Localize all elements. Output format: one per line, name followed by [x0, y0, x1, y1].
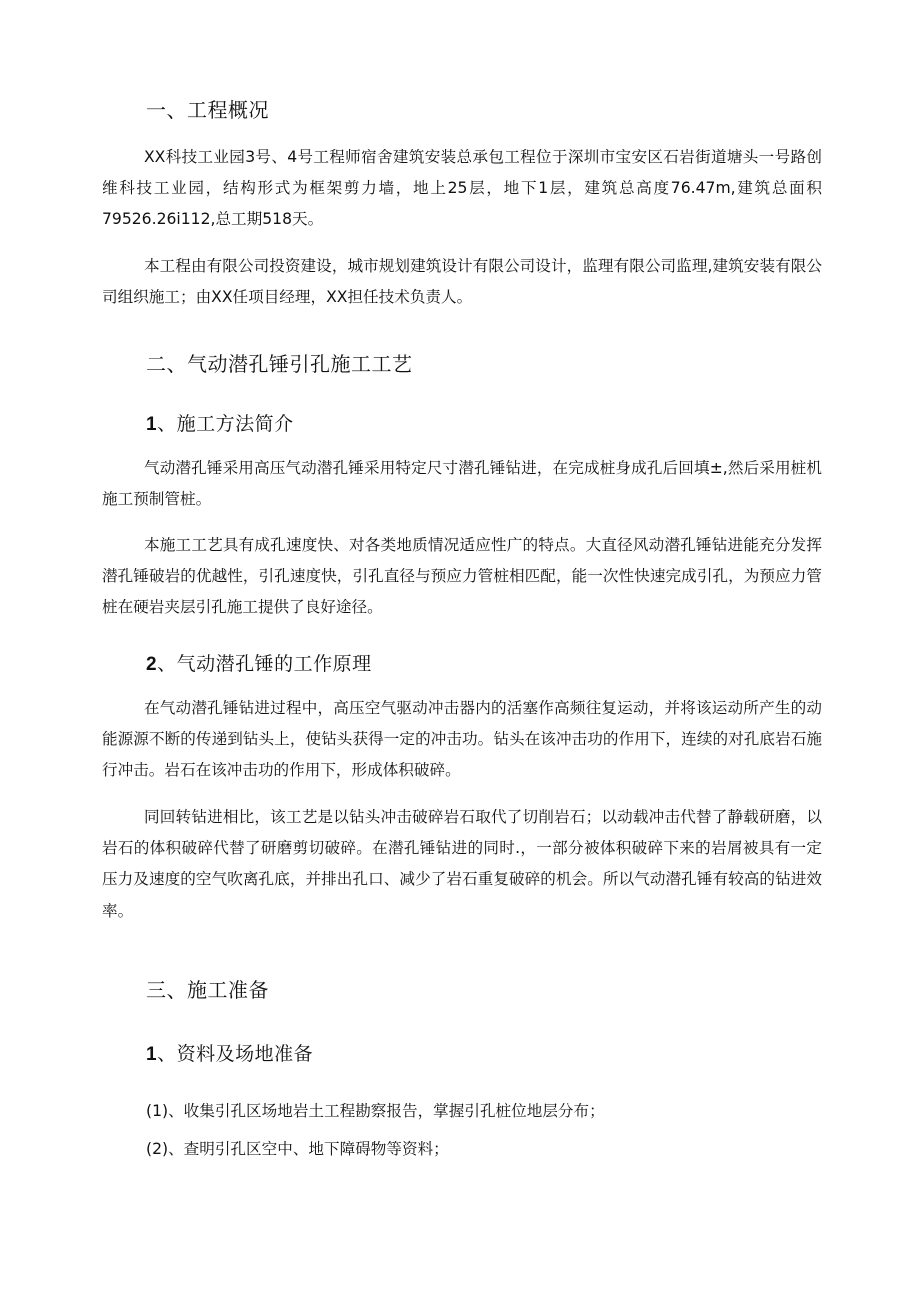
section-heading-preparation: 三、施工准备: [146, 978, 269, 1002]
list-item: (2)、查明引孔区空中、地下障碍物等资料；: [146, 1140, 449, 1158]
overview-paragraph-1: XX科技工业园3号、4号工程师宿舍建筑安装总承包工程位于深圳市宝安区石岩街道塘头一号路创维科技工业园，结构形式为框架剪力墙，地上25层，地下1层，建筑总高度76.47m,建筑总面积79526.26i112,总工期518天。: [102, 148, 822, 229]
list-item: (1)、收集引孔区场地岩土工程勘察报告，掌握引孔桩位地层分布；: [146, 1102, 605, 1120]
method-paragraph-1: 气动潜孔锤采用高压气动潜孔锤采用特定尺寸潜孔锤钻进，在完成桩身成孔后回填±,然后采用桩机施工预制管桩。: [102, 459, 822, 509]
overview-paragraph-2: 本工程由有限公司投资建设，城市规划建筑设计有限公司设计，监理有限公司监理,建筑安装有限公司组织施工；由XX任项目经理，XX担任技术负责人。: [102, 257, 822, 307]
principle-paragraph-1: 在气动潜孔锤钻进过程中，高压空气驱动冲击器内的活塞作高频往复运动，并将该运动所产生的动能源源不断的传递到钻头上，使钻头获得一定的冲击功。钻头在该冲击功的作用下，连续的对孔底岩石施行冲击。岩石在该冲击功的作用下，形成体积破碎。: [102, 699, 822, 780]
principle-paragraph-2: 同回转钻进相比，该工艺是以钻头冲击破碎岩石取代了切削岩石；以动载冲击代替了静载研磨，以岩石的体积破碎代替了研磨剪切破碎。在潜孔锤钻进的同时.，一部分被体积破碎下来的岩屑被具有一定压力及速度的空气吹离孔底，并排出孔口、减少了岩石重复破碎的机会。所以气动潜孔锤有较高的钻进效率。: [102, 808, 822, 920]
subheading-number: 1: [146, 1044, 158, 1065]
subheading-text: 、施工方法简介: [157, 413, 294, 435]
subheading-number: 1: [146, 414, 158, 435]
method-paragraph-2: 本施工工艺具有成孔速度快、对各类地质情况适应性广的特点。大直径风动潜孔锤钻进能充分发挥潜孔锤破岩的优越性，引孔速度快，引孔直径与预应力管桩相匹配，能一次性快速完成引孔，为预应力管桩在硬岩夹层引孔施工提供了良好途径。: [102, 536, 822, 617]
section-heading-overview: 一、工程概况: [146, 98, 269, 122]
subheading-working-principle: [146, 650, 372, 679]
section-heading-process: 二、气动潜孔锤引孔施工工艺: [146, 352, 413, 376]
subheading-method-intro: [146, 410, 294, 439]
subheading-text: 、气动潜孔锤的工作原理: [157, 653, 372, 675]
subheading-materials-site: [146, 1040, 313, 1069]
subheading-number: 2: [146, 654, 158, 675]
subheading-text: 、资料及场地准备: [157, 1043, 314, 1065]
